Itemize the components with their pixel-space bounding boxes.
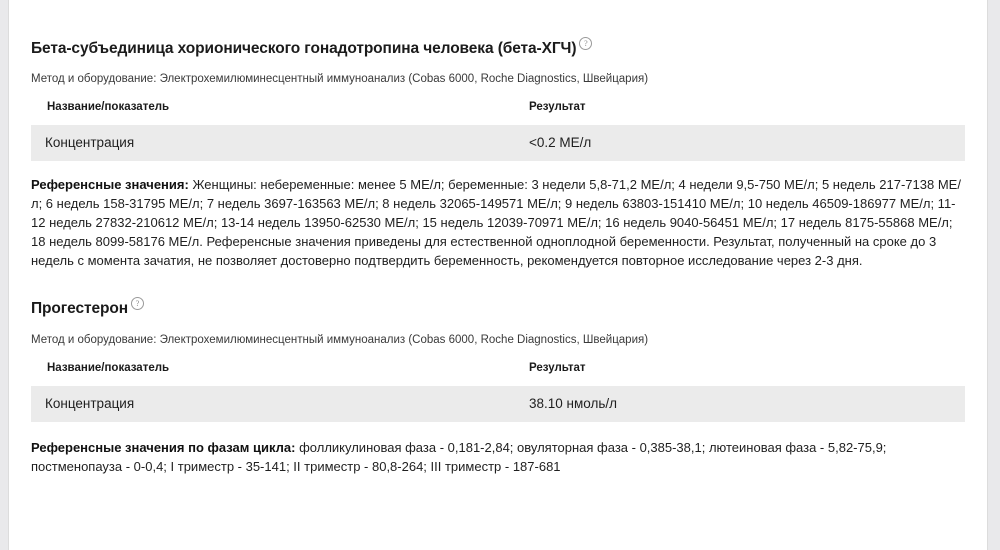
results-table (31, 362, 965, 422)
result-section-beta-hcg (31, 40, 965, 270)
help-circle-icon[interactable]: ? (579, 37, 592, 50)
page-title: Бета-субъединица хорионического гонадотропина человека (бета-ХГЧ) (31, 40, 577, 57)
table-row (31, 125, 965, 161)
reference-values-text: фолликулиновая фаза - 0,181-2,84; овуляторная фаза - 0,385-38,1; лютеиновая фаза - 5,82-75,9; постменопауза - 0-0,4; I триместр - 35-141; II триместр - 80,8-264; III триместр - 187-681 (31, 439, 887, 475)
section-title-progesterone: Прогестерон (31, 300, 128, 318)
table-header-row (31, 362, 965, 386)
results-content (9, 40, 987, 476)
table-header-row (31, 101, 965, 125)
help-circle-icon[interactable]: ? (131, 297, 144, 310)
cell-indicator-name: Концентрация (31, 386, 527, 422)
reference-values-label: Референсные значения по фазам цикла: (31, 439, 296, 455)
column-header-result: Результат (529, 100, 586, 113)
method-description: Метод и оборудование: Электрохемилюминесцентный иммуноанализ (Cobas 6000, Roche Diagnostics, Швейцария) (31, 72, 649, 85)
result-section-progesterone (31, 300, 965, 476)
document-page (8, 0, 988, 550)
method-description: Метод и оборудование: Электрохемилюминесцентный иммуноанализ (Cobas 6000, Roche Diagnostics, Швейцария) (31, 333, 649, 346)
table-row (31, 386, 965, 422)
reference-values-text: Женщины: небеременные: менее 5 МЕ/л; беременные: 3 недели 5,8-71,2 МЕ/л; 4 недели 9,5-750 МЕ/л; 5 недель 217-7138 МЕ/л; 6 недель 158-31795 МЕ/л; 7 недель 3697-163563 МЕ/л; 8 недель 32065-149571 МЕ/л; 9 недель 63803-151410 МЕ/л; 10 недель 46509-186977 МЕ/л; 11-12 недель 27832-210612 МЕ/л; 13-14 недель 13950-62530 МЕ/л; 15 недель 12039-70971 МЕ/л; 16 недель 9040-56451 МЕ/л; 17 недель 8175-55868 МЕ/л; 18 недель 8099-58176 МЕ/л. Референсные значения приведены для естественной одноплодной беременности. Результат, полученный на сроке до 3 недель с момента зачатия, не позволяет достоверно подтвердить беременность, рекомендуется повторное исследование через 2-3 дня. (31, 176, 961, 269)
section-title-row (31, 300, 965, 319)
scrolled-content-remnant (9, 0, 987, 12)
reference-values-paragraph (31, 438, 965, 476)
reference-values-label: Референсные значения: (31, 176, 189, 192)
cell-result-value: <0.2 МЕ/л (527, 125, 965, 161)
section-title-row (31, 40, 965, 59)
cell-result-value: 38.10 нмоль/л (527, 386, 965, 422)
reference-values-paragraph (31, 175, 965, 271)
results-table (31, 101, 965, 161)
column-header-result: Результат (529, 361, 586, 374)
column-header-name: Название/показатель (47, 361, 170, 374)
cell-indicator-name: Концентрация (31, 125, 527, 161)
column-header-name: Название/показатель (47, 100, 170, 113)
